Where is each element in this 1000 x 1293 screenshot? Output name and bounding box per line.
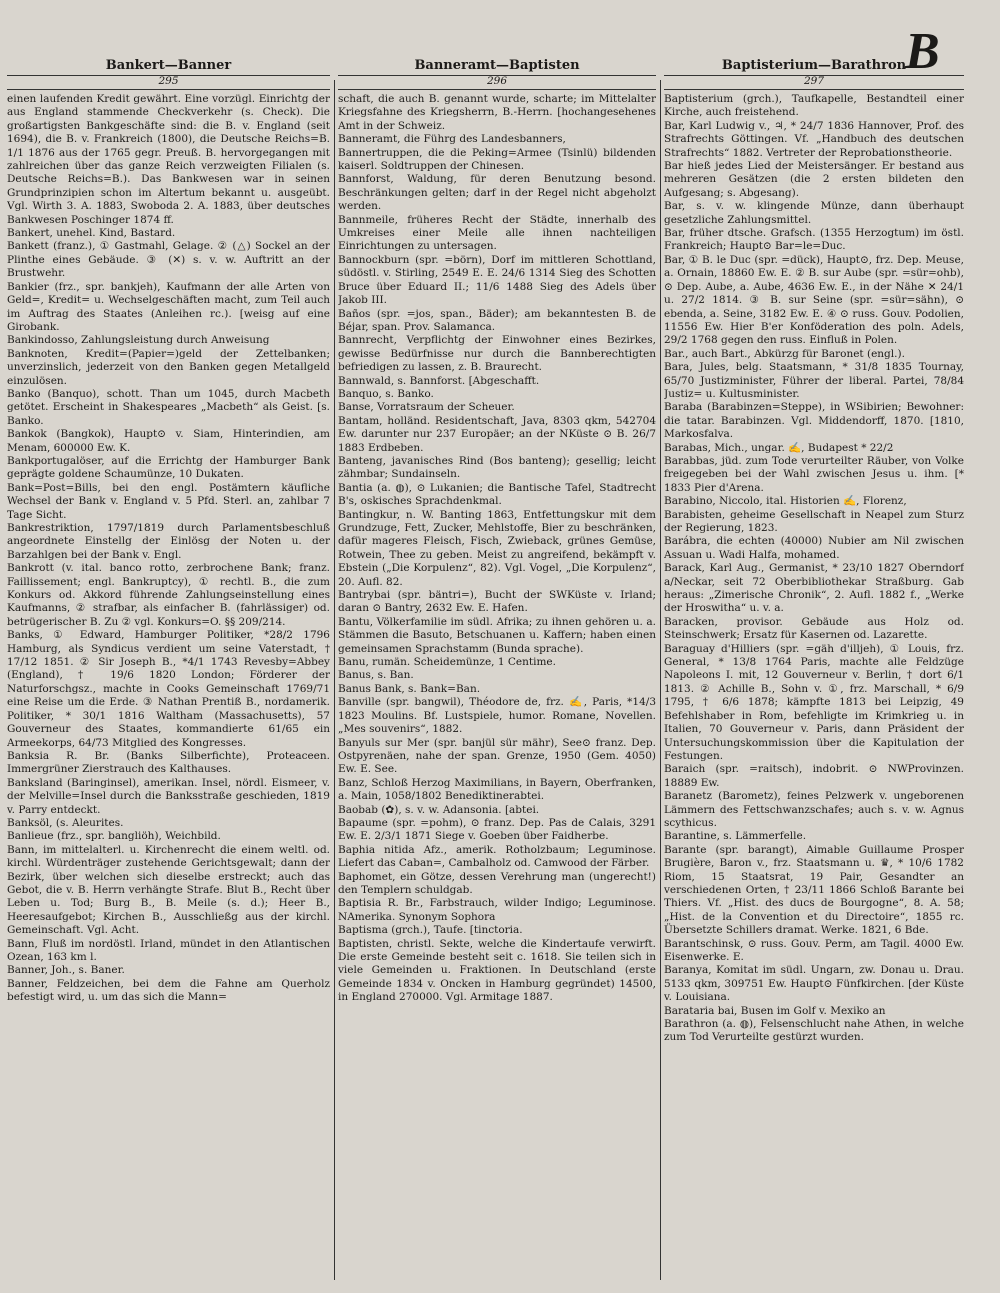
dictionary-entry: Bannrecht, Verpflichtg der Einwohner eines Bezirkes, gewisse Bedürfnisse nur durch die Bannberechtigten befriedigen zu lassen, z. B. Braurecht. (338, 334, 656, 374)
dictionary-entry: Baranya, Komitat im südl. Ungarn, zw. Donau u. Drau. 5133 qkm, 309751 Ew. Haupt⊙ Fünfkirchen. [der Küste v. Louisiana. (664, 964, 964, 1004)
dictionary-entry: Bannockburn (spr. =börn), Dorf im mittleren Schottland, südöstl. v. Stirling, 2549 E. E. 24/6 1314 Sieg des Schotten Bruce über Eduard II.; 11/6 1488 Sieg des Adels über Jakob III. (338, 253, 656, 307)
page-number: 295 (7, 75, 330, 90)
dictionary-entry: Bann, Fluß im nordöstl. Irland, mündet in den Atlantischen Ozean, 163 km l. (7, 937, 330, 963)
dictionary-entry: Bar, Karl Ludwig v., ♃, * 24/7 1836 Hannover, Prof. des Strafrechts Göttingen. Vf. „Handbuch des deutschen Strafrechts“ 1882. Vertreter der Reprobationstheorie. (664, 119, 964, 159)
dictionary-entry: Banville (spr. bangwil), Théodore de, frz. ✍, Paris, *14/3 1823 Moulins. Bf. Lustspiele, humor. Romane, Novellen. „Mes souvenirs“, 1882. (338, 696, 656, 736)
dictionary-entry: Bar hieß jedes Lied der Meistersänger. Er bestand aus mehreren Gesätzen (die 2 ersten bildeten den Aufgesang; s. Abgesang). (664, 160, 964, 199)
dictionary-entry: Bar., auch Bart., Abkürzg für Baronet (engl.). (664, 347, 905, 360)
dictionary-entry: Barantschinsk, ⊙ russ. Gouv. Perm, am Tagil. 4000 Ew. Eisenwerke. E. (664, 937, 964, 963)
dictionary-entry: Baracken, provisor. Gebäude aus Holz od. Steinschwerk; Ersatz für Kasernen od. Lazarette. (664, 615, 964, 642)
dictionary-entry: Bannwald, s. Bannforst. [Abgeschafft. (338, 374, 540, 387)
dictionary-entry: Bar, früher dtsche. Grafsch. (1355 Herzogtum) im östl. Frankreich; Haupt⊙ Bar=le=Duc. (664, 227, 964, 253)
dictionary-entry: Barataria bai, Busen im Golf v. Mexiko an (664, 1004, 886, 1017)
dictionary-entry: Bantam, holländ. Residentschaft, Java, 8303 qkm, 542704 Ew. darunter nur 237 Europäer; an der NKüste ⊙ B. 26/7 1883 Erdbeben. (338, 414, 656, 454)
column-1 (7, 58, 330, 1283)
dictionary-entry: Bar, s. v. w. klingende Münze, dann überhaupt gesetzliche Zahlungsmittel. (664, 200, 964, 226)
dictionary-entry: Baraba (Barabinzen=Steppe), in WSibirien; Bewohner: die tatar. Barabinzen. Vgl. Middendorff, 1870. [1810, Markosfalva. (664, 401, 964, 441)
dictionary-entry: Bannertruppen, die die Peking=Armee (Tsinlü) bildenden kaiserl. Soldtruppen der Chinesen. (338, 146, 656, 173)
dictionary-entry: Barabas, Mich., ungar. ✍, Budapest * 22/2 (664, 441, 894, 454)
dictionary-entry: Baphia nitida Afz., amerik. Rotholzbaum; Leguminose. Liefert das Caban=, Cambalholz od. Camwood der Färber. (338, 843, 656, 870)
dictionary-entry: Banknoten, Kredit=(Papier=)geld der Zettelbanken; unverzinslich, jederzeit von den Banken gegen Metallgeld einzulösen. (7, 347, 330, 387)
section-letter: B (905, 23, 940, 80)
dictionary-entry: Banksöl, (s. Aleurites. (7, 816, 124, 829)
dictionary-entry: Baranetz (Barometz), feines Pelzwerk v. ungeborenen Lämmern des Fettschwanzschafes; auch s. v. w. Agnus scythicus. (664, 790, 964, 829)
dictionary-entry: Barantine, s. Lämmerfelle. (664, 830, 807, 843)
dictionary-entry: schaft, die auch B. genannt wurde, scharte; im Mittelalter Kriegsfahne des Kriegsherrn, B.-Herrn. [hochangesehenes Amt in der Schweiz. (338, 93, 656, 132)
dictionary-entry: Banse, Vorratsraum der Scheuer. (338, 401, 515, 414)
running-header: Baptisterium—Barathron (721, 58, 907, 73)
dictionary-entry: Bank=Post=Bills, bei den engl. Postämtern käufliche Wechsel der Bank v. England v. 5 Pfd. Sterl. an, zahlbar 7 Tage Sicht. (7, 481, 330, 521)
dictionary-entry: Baptisterium (grch.), Taufkapelle, Bestandteil einer Kirche, auch freistehend. (664, 93, 964, 119)
dictionary-entry: Baños (spr. =jos, span., Bäder); am bekanntesten B. de Béjar, span. Prov. Salamanca. (338, 307, 656, 333)
dictionary-entry: Banks, ① Edward, Hamburger Politiker, *28/2 1796 Hamburg, als Syndicus verdient um seine Vaterstadt, † 17/12 1851. ② Sir Joseph B., *4/1 1743 Revesby=Abbey (England), † 19/6 1820 London; Förderer der Naturforschgsz., machte in Cooks Gemeinschaft 1769/71 eine Reise um die Erde. ③ Nathan Prentiß B., nordamerik. Politiker, * 30/1 1816 Waltham (Massachusetts), 57 Gouverneur des Staates, kommandierte 61/65 ein Armeekorps, 64/73 Mitglied des Kongresses. (7, 629, 330, 749)
dictionary-entry: Baraguay d'Hilliers (spr. =gäh d'illjeh), ① Louis, frz. General, * 13/8 1764 Paris, machte alle Feldzüge Napoleons I. mit, 12 Gouverneur v. Berlin, † dort 6/1 1813. ② Achille B., Sohn v. ①, frz. Marschall, * 6/9 1795, † 6/6 1878; kämpfte 1813 bei Leipzig, 49 Befehlshaber in Rom, befehligte im Krimkrieg u. in Italien, 70 Gouverneur v. Paris, dann Präsident der Untersuchungskommission über die Kapitulation der Festungen. (664, 642, 964, 762)
dictionary-entry: Bara, Jules, belg. Staatsmann, * 31/8 1835 Tournay, 65/70 Justizminister, Führer der liberal. Partei, 78/84 Justiz= u. Kultusminister. (664, 361, 964, 400)
running-header: Banneramt—Baptisten (414, 58, 580, 73)
dictionary-entry: Bannmeile, früheres Recht der Städte, innerhalb des Umkreises einer Meile alle ihnen nachteiligen Einrichtungen zu untersagen. (338, 213, 656, 253)
dictionary-entry: Bantingkur, n. W. Banting 1863, Entfettungskur mit dem Grundzuge, Fett, Zucker, Mehlstoffe, Bier zu beschränken, dafür mageres Fleisch, Fisch, Zwieback, grünes Gemüse, Rotwein, Thee zu geben. Meist zu angreifend, bekämpft v. Ebstein („Die Korpulenz“, 82). Vgl. Vogel, „Die Korpulenz“, 20. Aufl. 82. (338, 508, 656, 588)
dictionary-entry: Bannforst, Waldung, für deren Benutzung besond. Beschränkungen gelten; darf in der Regel nicht abgeholzt werden. (338, 173, 656, 213)
dictionary-entry: Bantu, Völkerfamilie im südl. Afrika; zu ihnen gehören u. a. Stämmen die Basuto, Betschuanen u. Kaffern; haben einen gemeinsamen Sprachstamm (Bunda sprache). (338, 615, 656, 655)
dictionary-entry: Bankok (Bangkok), Haupt⊙ v. Siam, Hinterindien, am Menam, 600000 Ew. K. (7, 428, 330, 454)
dictionary-entry: Baptisten, christl. Sekte, welche die Kindertaufe verwirft. Die erste Gemeinde besteht seit c. 1618. Sie teilen sich in viele Gemeinden u. Fraktionen. In Deutschland (erste Gemeinde 1834 v. Oncken in Hamburg gegründet) 14500, in England 270000. Vgl. Armitage 1887. (338, 937, 656, 1004)
column-divider (334, 80, 335, 1280)
dictionary-entry: Bantia (a. ◍), ⊙ Lukanien; die Bantische Tafel, Stadtrecht B's, oskisches Sprachdenkmal. (338, 481, 656, 508)
column-3 (664, 58, 964, 1283)
dictionary-entry: Bapaume (spr. =pohm), ⊙ franz. Dep. Pas de Calais, 3291 Ew. E. 2/3/1 1871 Siege v. Goeben über Faidherbe. (338, 816, 656, 843)
dictionary-entry: Banko (Banquo), schott. Than um 1045, durch Macbeth getötet. Erscheint in Shakespeares „Macbeth“ als Geist. [s. Banko. (7, 387, 330, 427)
dictionary-entry: Bankier (frz., spr. bankjeh), Kaufmann der alle Arten von Geld=, Kredit= u. Wechselgeschäften macht, zum Teil auch im Auftrag des Staates (Anleihen rc.). [weisg auf eine Girobank. (7, 280, 330, 333)
running-header: Bankert—Banner (105, 58, 232, 73)
dictionary-entry: Barack, Karl Aug., Germanist, * 23/10 1827 Oberndorf a/Neckar, seit 72 Oberbibliothekar Straßburg. Gab heraus: „Zimerische Chronik“, 2. Aufl. 1882 f., „Werke der Hroswitha“ u. v. a. (664, 562, 964, 615)
dictionary-entry: Bankett (franz.), ① Gastmahl, Gelage. ② (△) Sockel an der Plinthe eines Gebäude. ③ (✕) s. v. w. Auftritt an der Brustwehr. (7, 240, 330, 280)
dictionary-entry: Banneramt, die Führg des Landesbanners, (338, 133, 566, 146)
dictionary-entry: Banus, s. Ban. (338, 669, 414, 682)
column-divider (660, 80, 661, 1280)
dictionary-entry: Bankert, unehel. Kind, Bastard. (7, 227, 176, 240)
dictionary-entry: Barabisten, geheime Gesellschaft in Neapel zum Sturz der Regierung, 1823. (664, 508, 964, 534)
dictionary-entry: Bankportugalöser, auf die Errichtg der Hamburger Bank geprägte goldene Schaumünze, 10 Dukaten. (7, 454, 330, 481)
dictionary-entry: Banyuls sur Mer (spr. banjül sür mähr), See⊙ franz. Dep. Ostpyrenäen, nahe der span. Grenze, 1950 (Gem. 4050) Ew. E. See. (338, 736, 656, 776)
dictionary-entry: Bankindosso, Zahlungsleistung durch Anweisung (7, 334, 270, 347)
entry-list (664, 93, 964, 1045)
dictionary-entry: Baptisia R. Br., Farbstrauch, wilder Indigo; Leguminose. NAmerika. Synonym Sophora (338, 897, 656, 923)
dictionary-entry: Barabino, Niccolo, ital. Historien ✍, Florenz, (664, 495, 907, 508)
dictionary-entry: Bann, im mittelalterl. u. Kirchenrecht die einem weltl. od. kirchl. Würdenträger zustehende Gerichtsgewalt; dann der Bezirk, über welchen sich dieselbe erstreckt; auch das Gebot, die v. B. Herrn verhängte Strafe. Blut B., Recht über Leben u. Tod; Burg B., B. Meile (s. d.); Heer B., Heeresaufgebot; Kirchen B., Ausschließg aus der kirchl. Gemeinschaft. Vgl. Acht. (7, 843, 330, 937)
dictionary-entry: Barabbas, jüd. zum Tode verurteilter Räuber, von Volke freigegeben bei der Wahl zwischen Jesus u. ihm. [* 1833 Pier d'Arena. (664, 454, 964, 494)
dictionary-entry: Bantrybai (spr. bäntri=), Bucht der SWKüste v. Irland; daran ⊙ Bantry, 2632 Ew. E. Hafen. (338, 589, 656, 615)
dictionary-entry: Banlieue (frz., spr. bangliöh), Weichbild. (7, 830, 221, 843)
entry-list (7, 93, 330, 1005)
page-number: 297 (664, 75, 964, 90)
dictionary-entry: Banz, Schloß Herzog Maximilians, in Bayern, Oberfranken, a. Main, 1058/1802 Benediktinerabtei. (338, 776, 656, 803)
column-2 (338, 58, 656, 1283)
dictionary-entry: Banus Bank, s. Bank=Ban. (338, 682, 481, 695)
dictionary-entry: Banu, rumän. Scheidemünze, 1 Centime. (338, 656, 556, 669)
dictionary-entry: Banteng, javanisches Rind (Bos banteng); gesellig; leicht zähmbar; Sundainseln. (338, 454, 656, 481)
dictionary-entry: Bankrott (v. ital. banco rotto, zerbrochene Bank; franz. Faillissement; engl. Bankruptcy), ① rechtl. B., die zum Konkurs od. Akkord führende Zahlungseinstellung eines Kaufmanns, ② strafbar, als einfacher B. (fahrlässiger) od. betrügerischer B. Zu ② vgl. Konkurs=O. §§ 209/214. (7, 562, 330, 628)
dictionary-entry: Baobab (✿), s. v. w. Adansonia. [abtei. (338, 803, 540, 816)
dictionary-entry: Banksia R. Br. (Banks Silberfichte), Proteaceen. Immergrüner Zierstrauch des Kalthauses. (7, 749, 330, 776)
dictionary-entry: Bar, ① B. le Duc (spr. =dück), Haupt⊙, frz. Dep. Meuse, a. Ornain, 18860 Ew. E. ② B. sur Aube (spr. =sür=ohb), ⊙ Dep. Aube, a. Aube, 4636 Ew. E., in der Nähe ✕ 24/1 u. 27/2 1814. ③ B. sur Seine (spr. =sür=sähn), ⊙ ebenda, a. Seine, 3182 Ew. E. ④ ⊙ russ. Gouv. Podolien, 11556 Ew. Hier B'er Konföderation des poln. Adels, 29/2 1768 gegen den russ. Einfluß in Polen. (664, 253, 964, 347)
dictionary-entry: Barathron (a. ◍), Felsenschlucht nahe Athen, in welche zum Tod Verurteilte gestürzt wurden. (664, 1018, 964, 1044)
dictionary-entry: Banner, Feldzeichen, bei dem die Fahne am Querholz befestigt wird, u. um das sich die Mann= (7, 977, 330, 1004)
dictionary-entry: Baraich (spr. =raitsch), indobrit. ⊙ NWProvinzen. 18889 Ew. (664, 763, 964, 789)
dictionary-entry: einen laufenden Kredit gewährt. Eine vorzügl. Einrichtg der aus England stammende Checkverkehr (s. Check). Die großartigsten Bankgeschäfte sind: die B. v. England (seit 1694), die B. v. Frankreich (1800), die Deutsche Reichs=B. 1/1 1876 aus der 1765 gegr. Preuß. B. hervorgegangen mit zahlreichen über das ganze Reich verzweigten Filialen (s. Deutsche Reichs=B.). Das Bankwesen war in seinen Grundprinzipien schon im Altertum bekannt u. ausgeübt. Vgl. Wirth 3. A. 1883, Swoboda 2. A. 1883, über deutsches Bankwesen Poschinger 1874 ff. (7, 93, 330, 226)
dictionary-entry: Barábra, die echten (40000) Nubier am Nil zwischen Assuan u. Wadi Halfa, mohamed. (664, 535, 964, 561)
dictionary-entry: Barante (spr. barangt), Aimable Guillaume Prosper Brugière, Baron v., frz. Staatsmann u. ♛, * 10/6 1782 Riom, 15 Staatsrat, 19 Pair, Gesandter an verschiedenen Orten, † 23/11 1866 Schloß Barante bei Thiers. Vf. „Hist. des ducs de Bourgogne“, 8. A. 58; „Hist. de la Convention et du Directoire“, 1855 rc. Übersetzte Schillers dramat. Werke. 1821, 6 Bde. (664, 843, 964, 937)
entry-list (338, 93, 656, 1005)
page-number: 296 (338, 75, 656, 90)
dictionary-entry: Banksland (Baringinsel), amerikan. Insel, nördl. Eismeer, v. der Melville=Insel durch die Banksstraße geschieden, 1819 v. Parry entdeckt. (7, 776, 330, 816)
dictionary-entry: Banner, Joh., s. Baner. (7, 964, 125, 977)
dictionary-entry: Bankrestriktion, 1797/1819 durch Parlamentsbeschluß angeordnete Einstellg der Einlösg der Noten u. der Barzahlgen bei der Bank v. Engl. (7, 522, 330, 561)
dictionary-entry: Banquo, s. Banko. (338, 387, 434, 400)
dictionary-entry: Baptisma (grch.), Taufe. [tinctoria. (338, 924, 523, 937)
dictionary-entry: Baphomet, ein Götze, dessen Verehrung man (ungerecht!) den Templern schuldgab. (338, 870, 656, 896)
